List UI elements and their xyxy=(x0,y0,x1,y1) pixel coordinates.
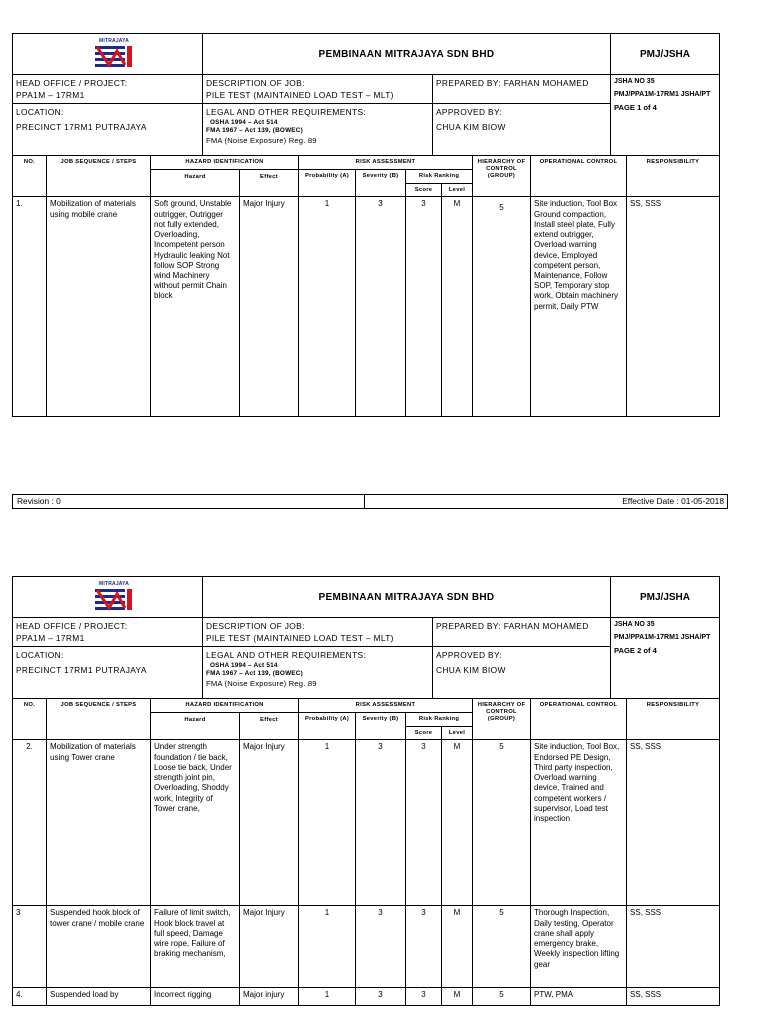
col-level: Level xyxy=(442,726,473,740)
jsha-cell: JSHA NO 35 PMJ/PPA1M-17RM1 JSHA/PT PAGE 2 of 4 xyxy=(611,618,720,699)
revision-label: Revision : 0 xyxy=(17,496,61,506)
col-effect: Effect xyxy=(240,713,299,740)
mitrajaya-logo: MITRAJAYA xyxy=(85,581,145,613)
col-effect: Effect xyxy=(240,170,299,197)
location-cell: LOCATION: PRECINCT 17RM1 PUTRAJAYA xyxy=(13,104,203,156)
col-risk: RISK ASSESSMENT xyxy=(299,699,473,713)
col-hazard-id: HAZARD IDENTIFICATION xyxy=(151,156,299,170)
col-responsibility: RESPONSIBILITY xyxy=(627,156,720,197)
col-hazard: Hazard xyxy=(151,170,240,197)
page-number: PAGE 2 of 4 xyxy=(614,646,657,656)
project-cell: HEAD OFFICE / PROJECT: PPA1M – 17RM1 xyxy=(13,75,203,104)
legal-cell: LEGAL AND OTHER REQUIREMENTS: OSHA 1994 – Act 514 FMA 1967 – Act 139, (BOWEC) FMA (Noise Exposure) Reg. 89 xyxy=(203,647,433,699)
col-score: Score xyxy=(406,183,442,197)
mitrajaya-logo-icon xyxy=(95,588,133,612)
doc-ref: PMJ/JSHA xyxy=(611,34,720,75)
col-hierarchy: HIERARCHY OF CONTROL (GROUP) xyxy=(473,699,531,740)
company-name: PEMBINAAN MITRAJAYA SDN BHD xyxy=(203,577,611,618)
legal-cell: LEGAL AND OTHER REQUIREMENTS: OSHA 1994 – Act 514 FMA 1967 – Act 139, (BOWEC) FMA (Noise Exposure) Reg. 89 xyxy=(203,104,433,156)
logo-cell xyxy=(13,577,203,618)
col-severity: Severity (B) xyxy=(356,170,406,197)
effective-date: Effective Date : 01-05-2018 xyxy=(622,496,724,506)
header-table xyxy=(12,33,720,156)
col-probability: Probability (A) xyxy=(299,170,356,197)
col-probability: Probability (A) xyxy=(299,713,356,740)
col-severity: Severity (B) xyxy=(356,713,406,740)
company-name: PEMBINAAN MITRAJAYA SDN BHD xyxy=(203,34,611,75)
table-row: 1. Mobilization of materials using mobile crane Soft ground, Unstable outrigger, Outrigger not fully extended, Overloading, Incompetent person Hydraulic leaking Not follow SOP Strong wind Machinery without permit Chain block Major Injury 1 3 3 M 5 Site induction, Tool Box Ground compaction, Install steel plate, Fully extend outrigger, Overload warning device, Employed competent person, Maintenance, Follow SOP, Temporary stop work, Obtain machinery permit, Daily PTW SS, SSS xyxy=(13,197,720,417)
prepared-cell: PREPARED BY: FARHAN MOHAMED xyxy=(433,75,611,104)
approved-cell: APPROVED BY: CHUA KIM BIOW xyxy=(433,104,611,156)
col-hierarchy: HIERARCHY OF CONTROL (GROUP) xyxy=(473,156,531,197)
header-table xyxy=(12,576,720,699)
jsha-cell: JSHA NO 35 PMJ/PPA1M-17RM1 JSHA/PT PAGE 1 of 4 xyxy=(611,75,720,156)
col-job: JOB SEQUENCE / STEPS xyxy=(47,156,151,197)
col-hazard-id: HAZARD IDENTIFICATION xyxy=(151,699,299,713)
col-job: JOB SEQUENCE / STEPS xyxy=(47,699,151,740)
col-responsibility: RESPONSIBILITY xyxy=(627,699,720,740)
col-risk-ranking: Risk Ranking xyxy=(406,170,473,184)
risk-table xyxy=(12,698,720,1006)
jsha-page-1 xyxy=(12,33,719,417)
prepared-cell: PREPARED BY: FARHAN MOHAMED xyxy=(433,618,611,647)
col-no: NO. xyxy=(13,156,47,197)
col-score: Score xyxy=(406,726,442,740)
col-level: Level xyxy=(442,183,473,197)
table-row: 4. Suspended load by Incorrect rigging Major injury 1 3 3 M 5 PTW, PMA SS, SSS xyxy=(13,988,720,1006)
col-risk-ranking: Risk Ranking xyxy=(406,713,473,727)
table-row: 2. Mobilization of materials using Tower crane Under strength foundation / tie back, Loose tie back, Under strength joint pin, Overloading, Shoddy work, Integrity of Tower crane, Major Injury 1 3 3 M 5 Site induction, Tool Box, Endorsed PE Design, Third party inspection, Overload warning device, Trained and competent workers / supervisor, Load test inspection SS, SSS xyxy=(13,740,720,906)
mitrajaya-logo-icon xyxy=(95,45,133,69)
location-cell: LOCATION: PRECINCT 17RM1 PUTRAJAYA xyxy=(13,647,203,699)
col-operational: OPERATIONAL CONTROL xyxy=(531,156,627,197)
col-risk: RISK ASSESSMENT xyxy=(299,156,473,170)
description-cell: DESCRIPTION OF JOB: PILE TEST (MAINTAINED LOAD TEST – MLT) xyxy=(203,75,433,104)
revision-bar xyxy=(12,494,728,509)
approved-cell: APPROVED BY: CHUA KIM BIOW xyxy=(433,647,611,699)
doc-ref: PMJ/JSHA xyxy=(611,577,720,618)
col-no: NO. xyxy=(13,699,47,740)
mitrajaya-logo: MITRAJAYA xyxy=(85,38,145,70)
project-cell: HEAD OFFICE / PROJECT: PPA1M – 17RM1 xyxy=(13,618,203,647)
col-hazard: Hazard xyxy=(151,713,240,740)
risk-table xyxy=(12,155,720,417)
col-operational: OPERATIONAL CONTROL xyxy=(531,699,627,740)
description-cell: DESCRIPTION OF JOB: PILE TEST (MAINTAINED LOAD TEST – MLT) xyxy=(203,618,433,647)
logo-cell xyxy=(13,34,203,75)
table-row: 3 Suspended hook block of tower crane / mobile crane Failure of limit switch, Hook block travel at full speed, Damage wire rope, Failure of braking mechanism, Major Injury 1 3 3 M 5 Thorough Inspection, Daily testing, Operator crane shall apply emergency brake, Weekly inspection lifting gear SS, SSS xyxy=(13,906,720,988)
jsha-page-2 xyxy=(12,576,719,1006)
page-number: PAGE 1 of 4 xyxy=(614,103,657,113)
